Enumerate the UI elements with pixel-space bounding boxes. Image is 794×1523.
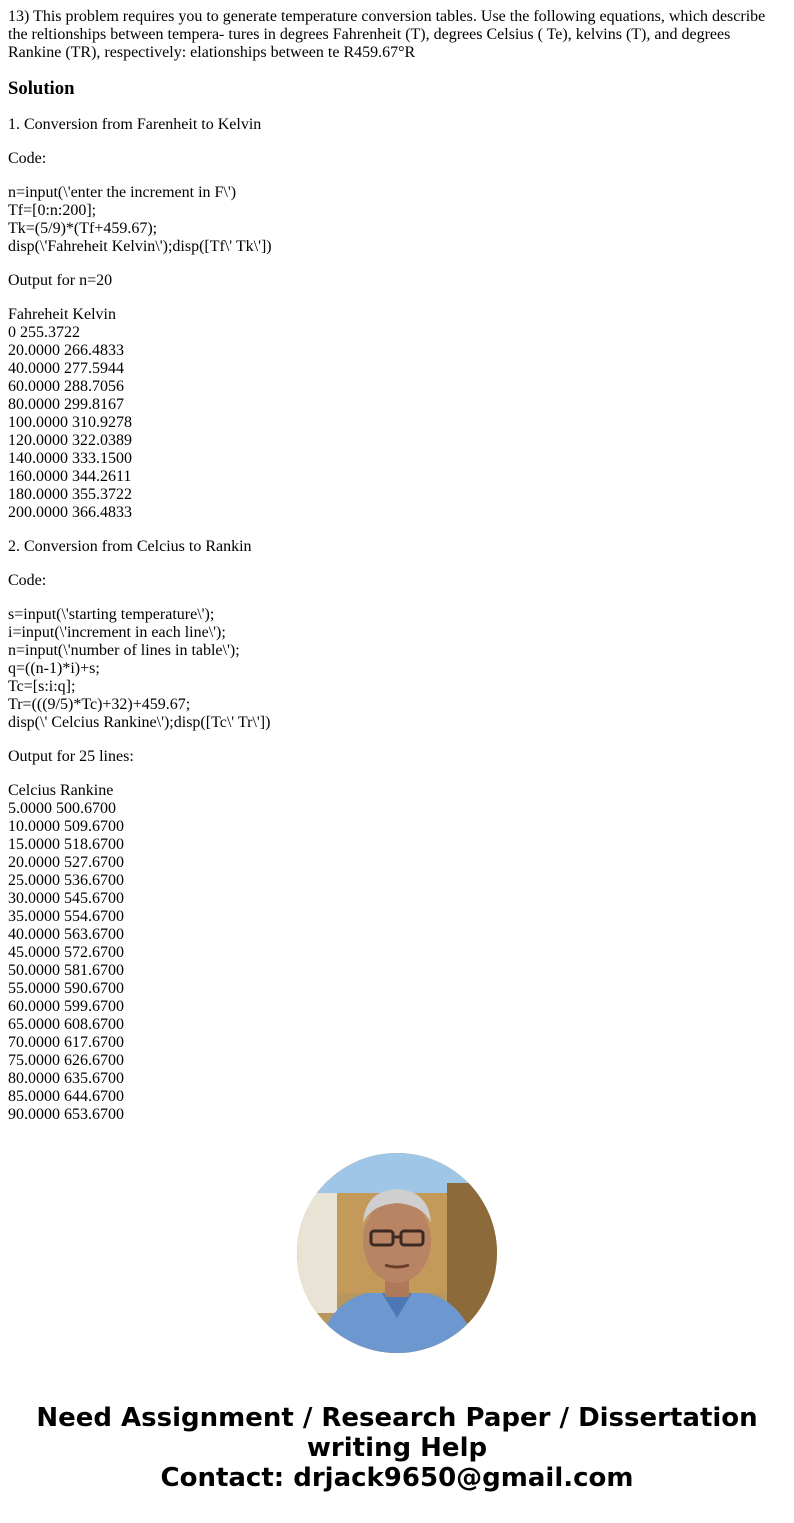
part2-output-label: Output for 25 lines: [8, 748, 134, 765]
code-line: disp(\'Fahreheit Kelvin\');disp([Tf\' Tk\']) [8, 238, 272, 255]
document-content [8, 8, 786, 1122]
output-line: 20.0000 527.6700 [8, 854, 124, 871]
part1-title: 1. Conversion from Farenheit to Kelvin [8, 116, 262, 133]
banner-contact-line: Contact: drjack9650@gmail.com [160, 1463, 634, 1493]
output-line: 25.0000 536.6700 [8, 872, 124, 889]
output-line: Celcius Rankine [8, 782, 114, 799]
output-line: 55.0000 590.6700 [8, 980, 124, 997]
output-line: 35.0000 554.6700 [8, 908, 124, 925]
output-line: 90.0000 653.6700 [8, 1106, 124, 1122]
part2-code-label: Code: [8, 572, 47, 589]
output-line: 15.0000 518.6700 [8, 836, 124, 853]
output-line: 120.0000 322.0389 [8, 432, 132, 449]
output-line: 100.0000 310.9278 [8, 414, 132, 431]
output-line: 80.0000 299.8167 [8, 396, 124, 413]
output-line: 40.0000 277.5944 [8, 360, 124, 377]
output-line: 45.0000 572.6700 [8, 944, 124, 961]
output-line: 65.0000 608.6700 [8, 1016, 124, 1033]
output-line: 60.0000 288.7056 [8, 378, 124, 395]
solution-heading: Solution [8, 78, 75, 99]
output-line: 80.0000 635.6700 [8, 1070, 124, 1087]
author-avatar [297, 1153, 497, 1353]
output-line: Fahreheit Kelvin [8, 306, 116, 323]
banner-line: writing Help [306, 1433, 488, 1463]
part1-output-label: Output for n=20 [8, 272, 113, 289]
output-line: 160.0000 344.2611 [8, 468, 132, 485]
code-line: Tk=(5/9)*(Tf+459.67); [8, 220, 158, 237]
question-text: 13) This problem requires you to generate temperature conversion tables. Use the following equations, which describe the reltionships between tempera- tures in degrees Fahrenheit (T), degrees Celsius ( Te), kelvins (T), and degrees Rankine (TR), respectively: elationships between te R459.67°R [8, 8, 766, 61]
output-line: 70.0000 617.6700 [8, 1034, 124, 1051]
contact-banner [0, 1403, 794, 1493]
banner-line: Need Assignment / Research Paper / Dissertation [36, 1403, 758, 1433]
code-line: n=input(\'number of lines in table\'); [8, 642, 240, 659]
output-line: 5.0000 500.6700 [8, 800, 116, 817]
output-line: 20.0000 266.4833 [8, 342, 124, 359]
code-line: i=input(\'increment in each line\'); [8, 624, 226, 641]
code-line: Tc=[s:i:q]; [8, 678, 76, 695]
portrait-image [297, 1153, 497, 1353]
output-line: 50.0000 581.6700 [8, 962, 124, 979]
code-line: q=((n-1)*i)+s; [8, 660, 100, 677]
code-line: s=input(\'starting temperature\'); [8, 606, 215, 623]
part2-title: 2. Conversion from Celcius to Rankin [8, 538, 252, 555]
output-line: 200.0000 366.4833 [8, 504, 132, 521]
code-line: n=input(\'enter the increment in F\') [8, 184, 237, 201]
output-line: 30.0000 545.6700 [8, 890, 124, 907]
output-line: 75.0000 626.6700 [8, 1052, 124, 1069]
code-line: Tf=[0:n:200]; [8, 202, 97, 219]
output-line: 140.0000 333.1500 [8, 450, 132, 467]
code-line: Tr=(((9/5)*Tc)+32)+459.67; [8, 696, 191, 713]
part1-code-label: Code: [8, 150, 47, 167]
output-line: 60.0000 599.6700 [8, 998, 124, 1015]
output-line: 10.0000 509.6700 [8, 818, 124, 835]
output-line: 40.0000 563.6700 [8, 926, 124, 943]
output-line: 180.0000 355.3722 [8, 486, 132, 503]
output-line: 0 255.3722 [8, 324, 80, 341]
code-line: disp(\' Celcius Rankine\');disp([Tc\' Tr\']) [8, 714, 271, 731]
output-line: 85.0000 644.6700 [8, 1088, 124, 1105]
